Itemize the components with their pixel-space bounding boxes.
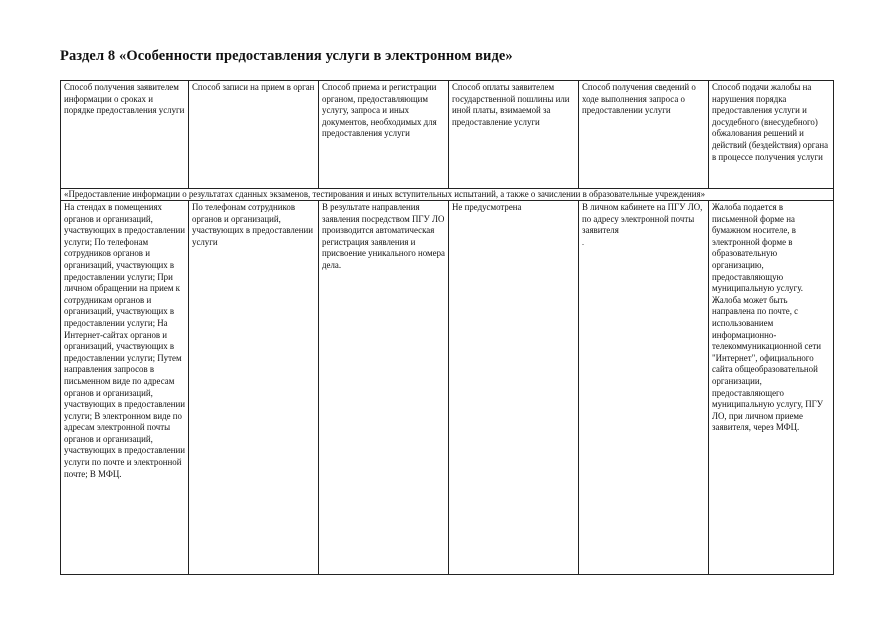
cell-complaint-method: Жалоба подается в письменной форме на бумажном носителе, в электронной форме в образовательную организацию, предоставляющую муниципальную услугу. Жалоба может быть направлена по почте, с использованием информационно-телекоммуникационной сети "Интернет", официального сайта общеобразовательной организации, предоставляющего муниципальную услугу, ПГУ ЛО, при личном приеме заявителя, через МФЦ. <box>709 201 834 575</box>
header-cell-info-method: Способ получения заявителем информации о сроках и порядке предоставления услуги <box>61 81 189 189</box>
cell-appointment-method: По телефонам сотрудников органов и организаций, участвующих в предоставлении услуги <box>189 201 319 575</box>
service-name-row <box>61 189 834 201</box>
header-cell-status-method: Способ получения сведений о ходе выполнения запроса о предоставлении услуги <box>579 81 709 189</box>
header-cell-payment-method: Способ оплаты заявителем государственной пошлины или иной платы, взимаемой за предоставление услуги <box>449 81 579 189</box>
section-title: Раздел 8 «Особенности предоставления услуги в электронном виде» <box>60 48 513 64</box>
cell-info-method: На стендах в помещениях органов и организаций, участвующих в предоставлении услуги; По телефонам сотрудников органов и организаций, участвующих в предоставлении услуги; При личном обращении на прием к сотрудникам органов и организаций, участвующих в предоставлении услуги; На Интернет-сайтах органов и организаций, участвующих в предоставлении услуги; Путем направления запросов в письменном виде по адресам органов и организаций, участвующих в предоставлении услуги; В электронном виде по адресам электронной почты органов и организаций, участвующих в предоставлении услуги по почте и электронной почте; В МФЦ. <box>61 201 189 575</box>
service-name-cell: «Предоставление информации о результатах сданных экзаменов, тестирования и иных вступительных испытаний, а также о зачислении в образовательные учреждения» <box>61 189 834 201</box>
service-table <box>60 80 834 575</box>
header-cell-complaint-method: Способ подачи жалобы на нарушения порядка предоставления услуги и досудебного (внесудебного) обжалования решений и действий (бездействия) органа в процессе получения услуги <box>709 81 834 189</box>
cell-payment-method: Не предусмотрена <box>449 201 579 575</box>
cell-registration-method: В результате направления заявления посредством ПГУ ЛО производится автоматическая регистрация заявления и присвоение уникального номера дела. <box>319 201 449 575</box>
cell-status-method <box>579 201 709 575</box>
table-row <box>61 201 834 575</box>
header-cell-appointment-method: Способ записи на прием в орган <box>189 81 319 189</box>
header-cell-registration-method: Способ приема и регистрации органом, предоставляющим услугу, запроса и иных документов, необходимых для предоставления услуги <box>319 81 449 189</box>
status-method-text: В личном кабинете на ПГУ ЛО, по адресу электронной почты заявителя <box>582 202 703 236</box>
header-row <box>61 81 834 189</box>
stray-mark: . <box>582 237 584 247</box>
